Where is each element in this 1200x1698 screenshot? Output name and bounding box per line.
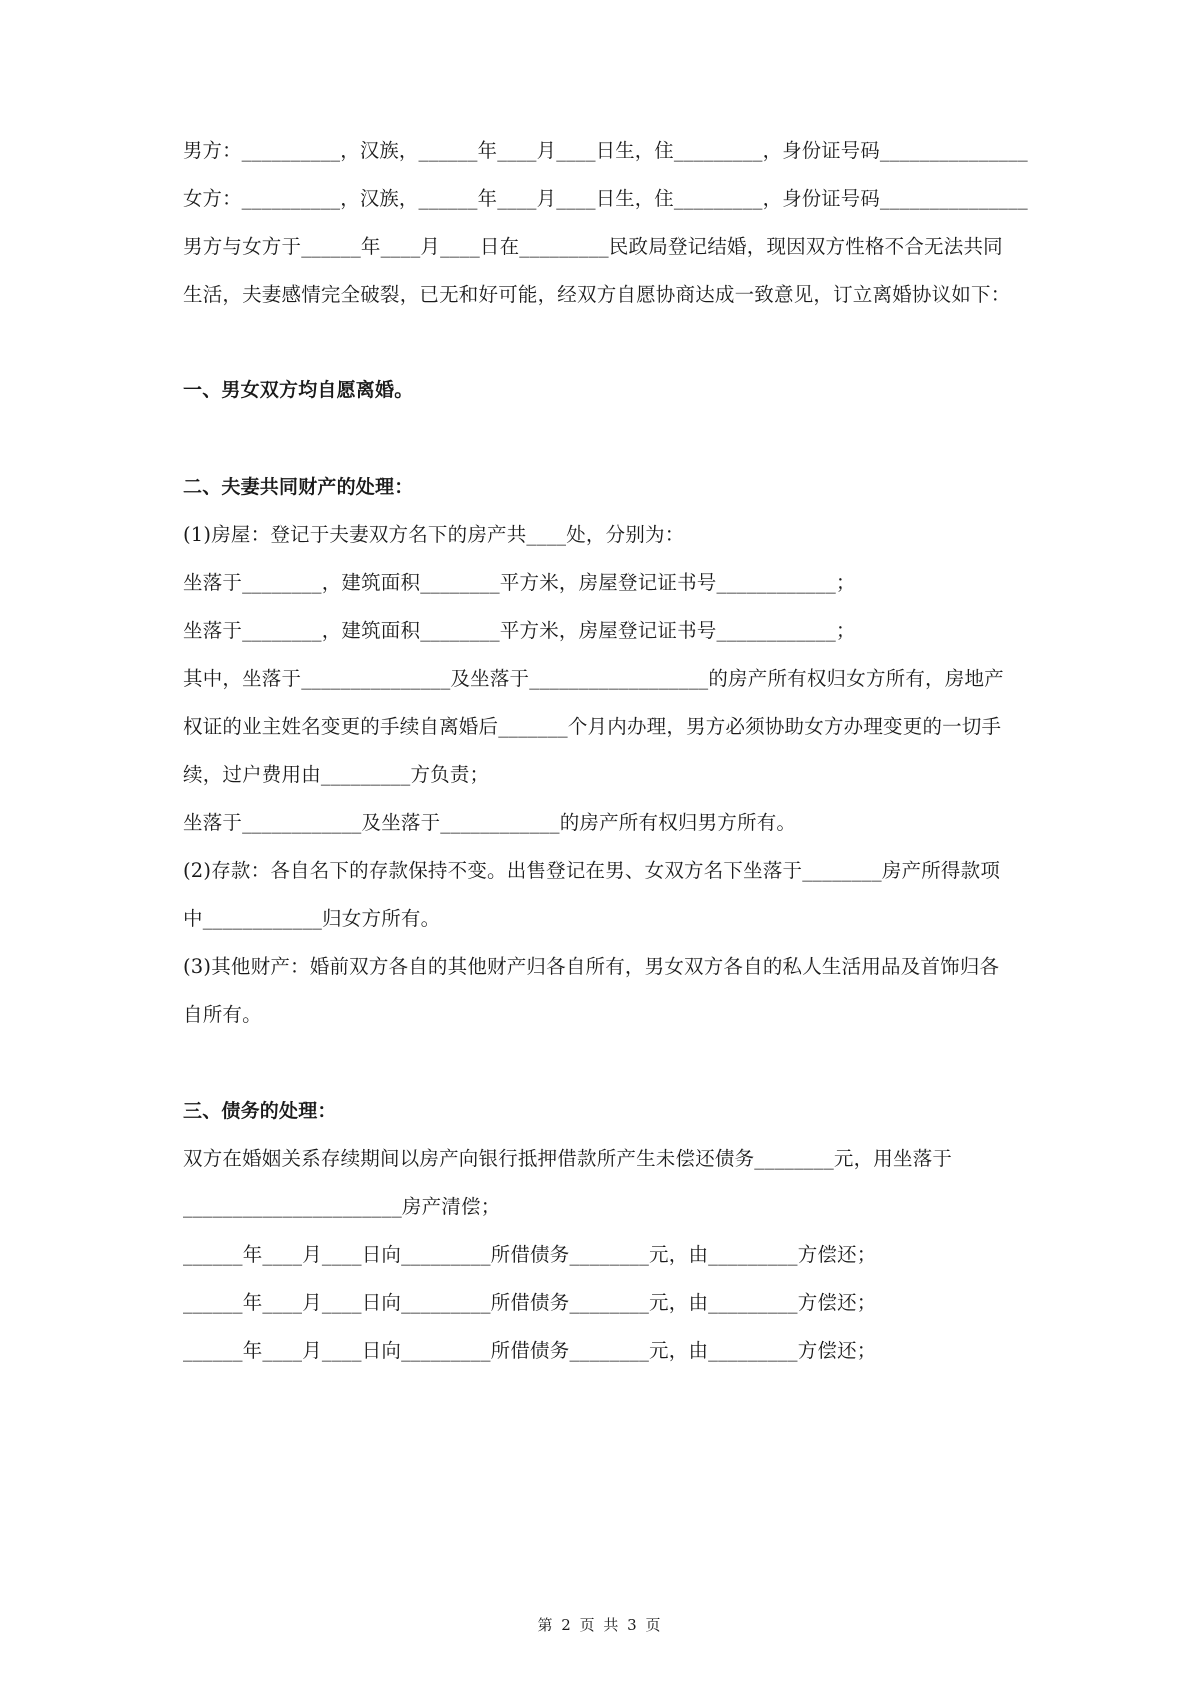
debt-line-2: ______________________房产清偿； [183, 1195, 501, 1218]
property-location-line-1: 坐落于________，建筑面积________平方米，房屋登记证书号____________； [183, 571, 856, 594]
debt-item-3: ______年____月____日向_________所借债务________元，由_________方偿还； [183, 1339, 877, 1362]
property-female-line-1: 其中，坐落于_______________及坐落于__________________的房产所有权归女方所有，房地产 [183, 667, 1004, 690]
property-female-line-2: 权证的业主姓名变更的手续自离婚后_______个月内办理，男方必须协助女方办理变更的一切手 [183, 715, 1002, 738]
property-male-line: 坐落于____________及坐落于____________的房产所有权归男方所有。 [183, 811, 797, 834]
page-number-footer: 第 2 页 共 3 页 [537, 1616, 663, 1634]
property-female-line-3: 续，过户费用由_________方负责； [183, 763, 490, 786]
deposit-line-2: 中____________归女方所有。 [183, 907, 441, 930]
intro-line-1: 男方与女方于______年____月____日在_________民政局登记结婚，现因双方性格不合无法共同 [183, 235, 1003, 258]
property-location-line-2: 坐落于________，建筑面积________平方米，房屋登记证书号____________； [183, 619, 856, 642]
other-property-line-1: (3)其他财产：婚前双方各自的其他财产归各自所有，男女双方各自的私人生活用品及首饰归各 [183, 955, 1000, 978]
section-1-heading: 一、男女双方均自愿离婚。 [183, 379, 414, 401]
debt-item-2: ______年____月____日向_________所借债务________元，由_________方偿还； [183, 1291, 877, 1314]
section-3-heading: 三、债务的处理： [183, 1100, 337, 1122]
debt-line-1: 双方在婚姻关系存续期间以房产向银行抵押借款所产生未偿还债务________元，用坐落于 [183, 1147, 953, 1170]
property-house-line: (1)房屋：登记于夫妻双方名下的房产共____处，分别为： [183, 523, 685, 546]
male-info-line: 男方：__________，汉族，______年____月____日生，住_________，身份证号码_______________ [183, 139, 1028, 162]
section-2-heading: 二、夫妻共同财产的处理： [183, 476, 414, 498]
deposit-line-1: (2)存款：各自名下的存款保持不变。出售登记在男、女双方名下坐落于________房产所得款项 [183, 859, 1001, 882]
female-info-line: 女方：__________，汉族，______年____月____日生，住_________，身份证号码_______________ [183, 187, 1028, 210]
intro-line-2: 生活，夫妻感情完全破裂，已无和好可能，经双方自愿协商达成一致意见，订立离婚协议如下： [183, 283, 1011, 306]
other-property-line-2: 自所有。 [183, 1003, 262, 1026]
debt-item-1: ______年____月____日向_________所借债务________元，由_________方偿还； [183, 1243, 877, 1266]
